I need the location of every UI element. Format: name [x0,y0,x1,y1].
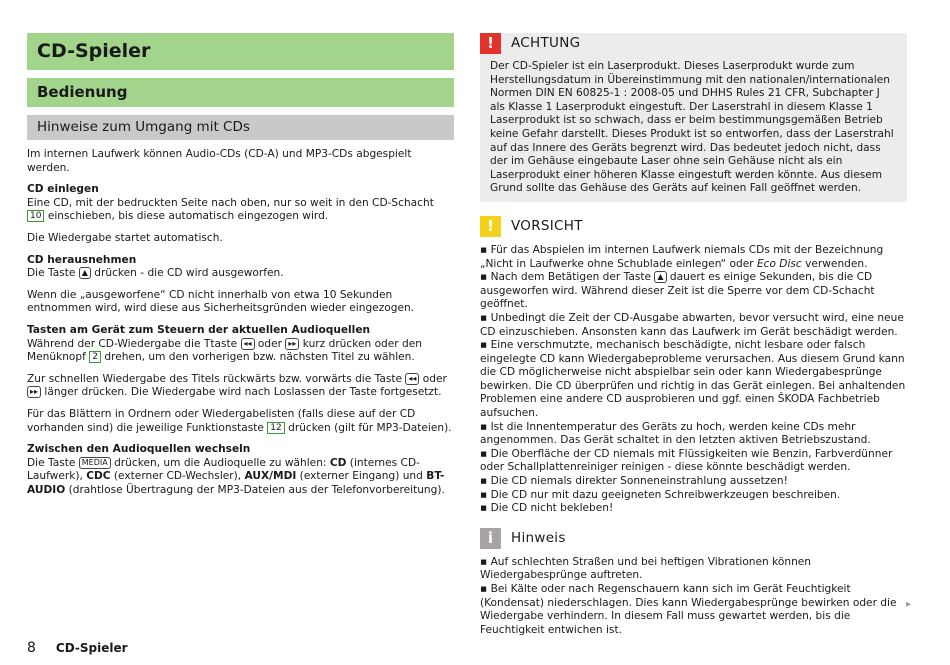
keys-title: Tasten am Gerät zum Steuern der aktuellen Audioquellen [27,323,371,336]
intro-paragraph: Im internen Laufwerk können Audio-CDs (CD-A) und MP3-CDs abgespielt werden. [27,148,412,174]
footer-chapter: CD-Spieler [55,641,128,655]
chapter-heading: CD-Spieler [27,33,454,70]
caution-icon: ! [480,216,501,237]
page-footer [27,642,128,656]
hinweis-list [480,556,907,638]
fast-play-paragraph: Zur schnellen Wiedergabe des Titels rückwärts bzw. vorwärts die Taste ◂◂ oder ▸▸ länger drücken. Die Wiedergabe wird nach Loslassen der Taste fortgesetzt. [27,372,447,399]
vorsicht-list [480,244,907,516]
next-key-icon: ▸▸ [285,338,299,350]
eject-title: CD herausnehmen [27,253,137,266]
danger-icon: ! [480,33,501,54]
hinweis-header [480,528,907,550]
rewind-key-icon: ◂◂ [405,373,419,385]
eject-paragraph: CD herausnehmen Die Taste ▲ drücken - die CD wird ausgeworfen. [27,254,454,281]
achtung-box [480,33,907,202]
left-column [27,33,454,505]
switch-source-paragraph: Zwischen den Audioquellen wechseln Die Taste MEDIA drücken, um die Audioquelle zu wählen: CD (internes CD-Laufwerk), CDC (externer CD-Wechsler), AUX/MDI (externer Eingang) und BT-AUDIO (drahtlose Übertragung der MP3-Dateien aus der Telefonvorbereitung). [27,443,454,497]
keys-paragraph: Tasten am Gerät zum Steuern der aktuellen Audioquellen Während der CD-Wiedergabe die Ttaste ◂◂ oder ▸▸ kurz drücken oder den Menüknopf 2 drehen, um den vorherigen bzw. nächsten Titel zu wählen. [27,324,454,365]
list-item: ▪ Bei Kälte oder nach Regenschauern kann sich im Gerät Feuchtigkeit (Kondensat) niederschlagen. Dies kann Wiedergabesprünge bewirken oder die Wiedergabe verhindern. In diesem Fall muss gewartet werden, bis die Feuchtigkeit entwichen ist. [480,583,907,637]
list-item: ▪ Die CD nicht bekleben! [480,502,907,516]
vorsicht-title: VORSICHT [511,218,583,235]
eject-key-icon: ▲ [79,267,91,279]
achtung-text: Der CD-Spieler ist ein Laserprodukt. Dieses Laserprodukt wurde zum Herstellungsdatum in Übereinstimmung mit den nationalen/internationalen Normen DIN EN 60825-1 : 2008-05 und DHHS Rules 21 CFR, Subchapter J als Klasse 1 Laserprodukt eingestuft. Der Laserstrahl in diesem Klasse 1 Laserprodukt ist so schwach, dass er beim bestimmungsgemäßen Betrieb keine Gefahr darstellt. Dieses Produkt ist so entworfen, dass der Laserstrahl auf das Innere des Geräts begrenzt wird. Das bedeutet jedoch nicht, dass der im Gehäuse eingebaute Laser ohne sein Gehäuse nicht als ein Laserprodukt einer höheren Klasse eingestuft werden könnte. Aus diesem Grund sollte das Gehäuse des Geräts auf keinen Fall geöffnet werden. [490,60,894,195]
auto-play-paragraph: Die Wiedergabe startet automatisch. [27,231,223,244]
cd-slot-number: 10 [27,210,44,222]
hinweis-title: Hinweis [511,530,566,547]
list-item: ▪ Nach dem Betätigen der Taste ▲ dauert es einige Sekunden, bis die CD ausgeworfen wird. Während dieser Zeit ist die Sperre vor dem CD-Schacht geöffnet. [480,271,907,312]
switch-title: Zwischen den Audioquellen wechseln [27,443,251,456]
folder-paragraph: Für das Blättern in Ordnern oder Wiedergabelisten (falls diese auf der CD vorhanden sind) die jeweilige Funktionstaste 12 drücken (gilt für MP3-Dateien). [27,407,452,434]
list-item: ▪ Ist die Innentemperatur des Geräts zu hoch, werden keine CDs mehr angenommen. Das Gerät schaltet in den letzten aktiven Betriebszustand. [480,421,907,448]
prev-key-icon: ◂◂ [241,338,255,350]
eject-key-icon: ▲ [654,271,666,283]
section-heading: Bedienung [27,78,454,107]
list-item: ▪ Für das Abspielen im internen Laufwerk niemals CDs mit der Bezeichnung „Nicht in Laufwerke ohne Schublade einlegen“ oder Eco Disc verwenden. [480,244,907,271]
insert-title: CD einlegen [27,183,99,196]
info-icon: i [480,528,501,549]
achtung-title: ACHTUNG [511,34,581,51]
media-key-icon: MEDIA [79,457,111,469]
forward-key-icon: ▸▸ [27,386,41,398]
list-item: ▪ Eine verschmutzte, mechanisch beschädigte, nicht lesbare oder falsch eingelegte CD kann Wiedergabeprobleme verursachen. Aus diesem Grund kann die CD möglicherweise nicht abspielbar sein oder kann Wiedergabesprünge bewirken. Die CD überprüfen und richtig in das Gerät einlegen. Bei anhaltenden Problemen eine andere CD ausprobieren und ggf. einen ŠKODA Fachbetrieb aufsuchen. [480,339,907,421]
function-key-number: 12 [267,422,284,434]
menu-knob-number: 2 [89,351,101,363]
right-column [480,33,907,649]
insert-paragraph: CD einlegen Eine CD, mit der bedruckten Seite nach oben, nur so weit in den CD-Schacht 10 einschieben, bis diese automatisch eingezogen wird. [27,183,454,224]
subsection-heading: Hinweise zum Umgang mit CDs [27,115,454,140]
eject-note-paragraph: Wenn die „ausgeworfene“ CD nicht innerhalb von etwa 10 Sekunden entnommen wird, wird diese aus Sicherheitsgründen wieder eingezogen. [27,288,415,315]
list-item: ▪ Die CD nur mit dazu geeigneten Schreibwerkzeugen beschreiben. [480,489,907,503]
list-item: ▪ Unbedingt die Zeit der CD-Ausgabe abwarten, bevor versucht wird, eine neue CD einzuschieben. Ansonsten kann das Laufwerk im Gerät beschädigt werden. [480,312,907,339]
list-item: ▪ Auf schlechten Straßen und bei heftigen Vibrationen können Wiedergabesprünge auftreten. [480,556,907,583]
list-item: ▪ Die CD niemals direkter Sonneneinstrahlung aussetzen! [480,475,907,489]
page-number: 8 [27,640,36,656]
next-page-arrow-icon[interactable]: ▸ [906,599,912,610]
list-item: ▪ Die Oberfläche der CD niemals mit Flüssigkeiten wie Benzin, Farbverdünner oder Schallplattenreiniger reinigen - diese könnte beschädigt werden. [480,448,907,475]
vorsicht-header [480,216,907,238]
achtung-header [480,33,907,54]
